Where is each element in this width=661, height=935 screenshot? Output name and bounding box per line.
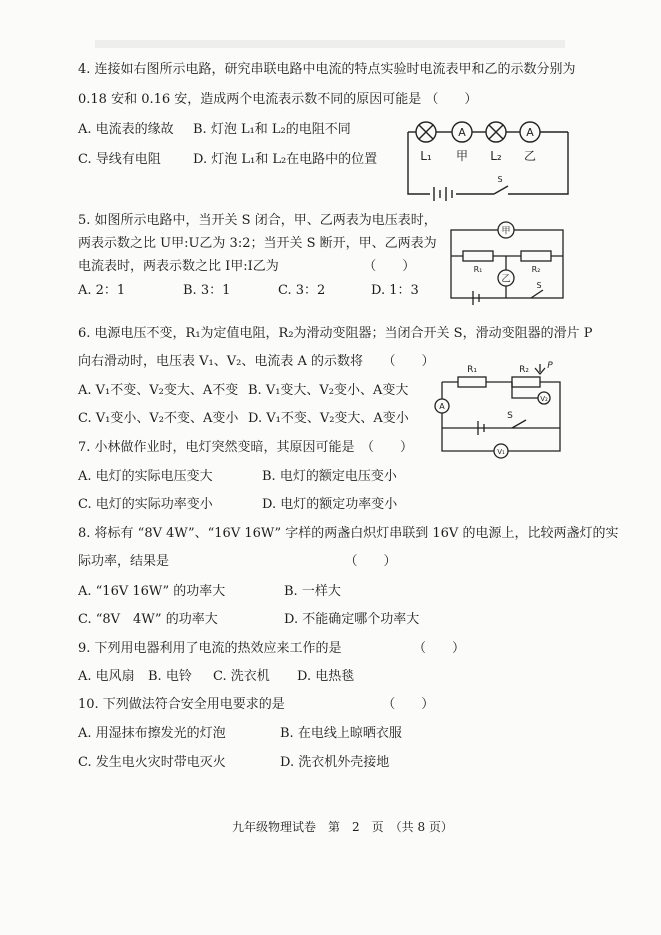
q7-option-b[interactable]: B. 电灯的额定电压变小 (262, 469, 397, 484)
fig2-label-r2: R₂ (531, 265, 541, 274)
q7-option-c[interactable]: C. 电灯的实际功率变小 (78, 497, 213, 512)
fig1-ammeter-a1: A (458, 126, 466, 139)
q8-option-a[interactable]: A. “16V 16W” 的功率大 (78, 584, 226, 599)
fig1-label-jia: 甲 (455, 149, 469, 163)
q9-option-b[interactable]: B. 电铃 (148, 669, 192, 684)
resistor-icon (463, 251, 493, 261)
q5-line-1: 5. 如图所示电路中，当开关 S 闭合，甲、乙两表为电压表时， (78, 213, 437, 228)
fig1-label-l1: L₁ (420, 149, 432, 163)
q6-option-a[interactable]: A. V₁不变、V₂变大、A不变 (78, 383, 239, 398)
q9-line-1: 9. 下列用电器利用了电流的热效应来工作的是 （ ） (78, 641, 466, 656)
q7-option-d[interactable]: D. 电灯的额定功率变小 (262, 497, 398, 512)
fig3-label-v2: V₂ (540, 395, 548, 403)
q5-line-2: 两表示数之比 U甲:U乙为 3:2；当开关 S 断开，甲、乙两表为 (78, 236, 437, 251)
switch-icon (512, 420, 526, 428)
slider-arrow-icon (535, 364, 545, 374)
q9-option-c[interactable]: C. 洗衣机 (213, 669, 270, 684)
q10-option-a[interactable]: A. 用湿抹布擦发光的灯泡 (78, 726, 226, 741)
q5-option-b[interactable]: B. 3：1 (183, 283, 231, 298)
q4-line-2: 0.18 安和 0.16 安，造成两个电流表示数不同的原因可能是 （ ） (78, 92, 478, 107)
fig2-label-yi: 乙 (501, 274, 511, 285)
q5-option-a[interactable]: A. 2：1 (78, 283, 126, 298)
q8-option-b[interactable]: B. 一样大 (284, 584, 341, 599)
fig1-label-yi: 乙 (523, 149, 537, 163)
circuit-figure-3 (428, 356, 576, 460)
q4-option-b[interactable]: B. 灯泡 L₁和 L₂的电阻不同 (193, 122, 351, 137)
q5-option-d[interactable]: D. 1：3 (371, 283, 419, 298)
fig1-switch-label: S (497, 175, 503, 184)
q10-option-d[interactable]: D. 洗衣机外壳接地 (280, 755, 390, 770)
q5-option-c[interactable]: C. 3：2 (278, 283, 326, 298)
q9-option-a[interactable]: A. 电风扇 (78, 669, 135, 684)
q10-line-1: 10. 下列做法符合安全用电要求的是 （ ） (78, 697, 435, 712)
fig3-label-s: S (507, 411, 513, 421)
q8-line-2: 际功率，结果是 （ ） (78, 554, 397, 569)
q8-line-1: 8. 将标有 “8V 4W”、“16V 16W” 字样的两盏白炽灯串联到 16V 的电源上，比较两盏灯的实 (78, 526, 619, 541)
q5-line-3: 电流表时，两表示数之比 I甲:I乙为 （ ） (78, 259, 416, 274)
q4-line-1: 4. 连接如右图所示电路，研究串联电路中电流的特点实验时电流表甲和乙的示数分别为 (78, 62, 576, 77)
switch-icon (494, 186, 508, 194)
q10-option-c[interactable]: C. 发生电火灾时带电灭火 (78, 755, 226, 770)
fig2-label-r1: R₁ (473, 265, 483, 274)
fig3-label-p: P (547, 361, 553, 371)
circuit-figure-2 (443, 218, 573, 306)
q4-option-c[interactable]: C. 导线有电阻 (78, 152, 161, 167)
q8-option-c[interactable]: C. “8V 4W” 的功率大 (78, 612, 218, 627)
q6-option-c[interactable]: C. V₁变小、V₂不变、A变小 (78, 411, 239, 426)
scan-artifact (95, 40, 565, 48)
fig2-label-s: S (536, 281, 542, 290)
q9-option-d[interactable]: D. 电热毯 (297, 669, 355, 684)
q6-line-1: 6. 电源电压不变，R₁为定值电阻，R₂为滑动变阻器；当闭合开关 S，滑动变阻器的滑片 P (78, 326, 593, 341)
resistor-icon (458, 377, 486, 387)
resistor-icon (521, 251, 551, 261)
circuit-figure-1 (400, 112, 580, 202)
fig1-label-l2: L₂ (490, 149, 502, 163)
q7-option-a[interactable]: A. 电灯的实际电压变大 (78, 469, 213, 484)
switch-icon (531, 290, 543, 298)
q6-option-d[interactable]: D. V₁不变、V₂变大、A变小 (248, 411, 409, 426)
fig2-label-jia: 甲 (501, 226, 511, 237)
fig1-ammeter-a2: A (526, 126, 534, 139)
q6-line-2: 向右滑动时，电压表 V₁、V₂、电流表 A 的示数将 （ ） (78, 354, 435, 369)
rheostat-icon (512, 377, 540, 387)
page-footer: 九年级物理试卷 第 2 页 （共 8 页） (232, 820, 453, 834)
q7-line-1: 7. 小林做作业时，电灯突然变暗，其原因可能是 （ ） (78, 440, 414, 455)
fig3-label-r2: R₂ (519, 365, 529, 375)
q8-option-d[interactable]: D. 不能确定哪个功率大 (284, 612, 420, 627)
fig3-label-v1: V₁ (497, 448, 505, 456)
q4-option-a[interactable]: A. 电流表的缘故 (78, 122, 174, 137)
q10-option-b[interactable]: B. 在电线上晾晒衣服 (280, 726, 402, 741)
fig3-label-r1: R₁ (467, 365, 477, 375)
q4-option-d[interactable]: D. 灯泡 L₁和 L₂在电路中的位置 (193, 152, 378, 167)
q6-option-b[interactable]: B. V₁变大、V₂变小、A变大 (248, 383, 409, 398)
fig3-label-a: A (439, 402, 445, 411)
